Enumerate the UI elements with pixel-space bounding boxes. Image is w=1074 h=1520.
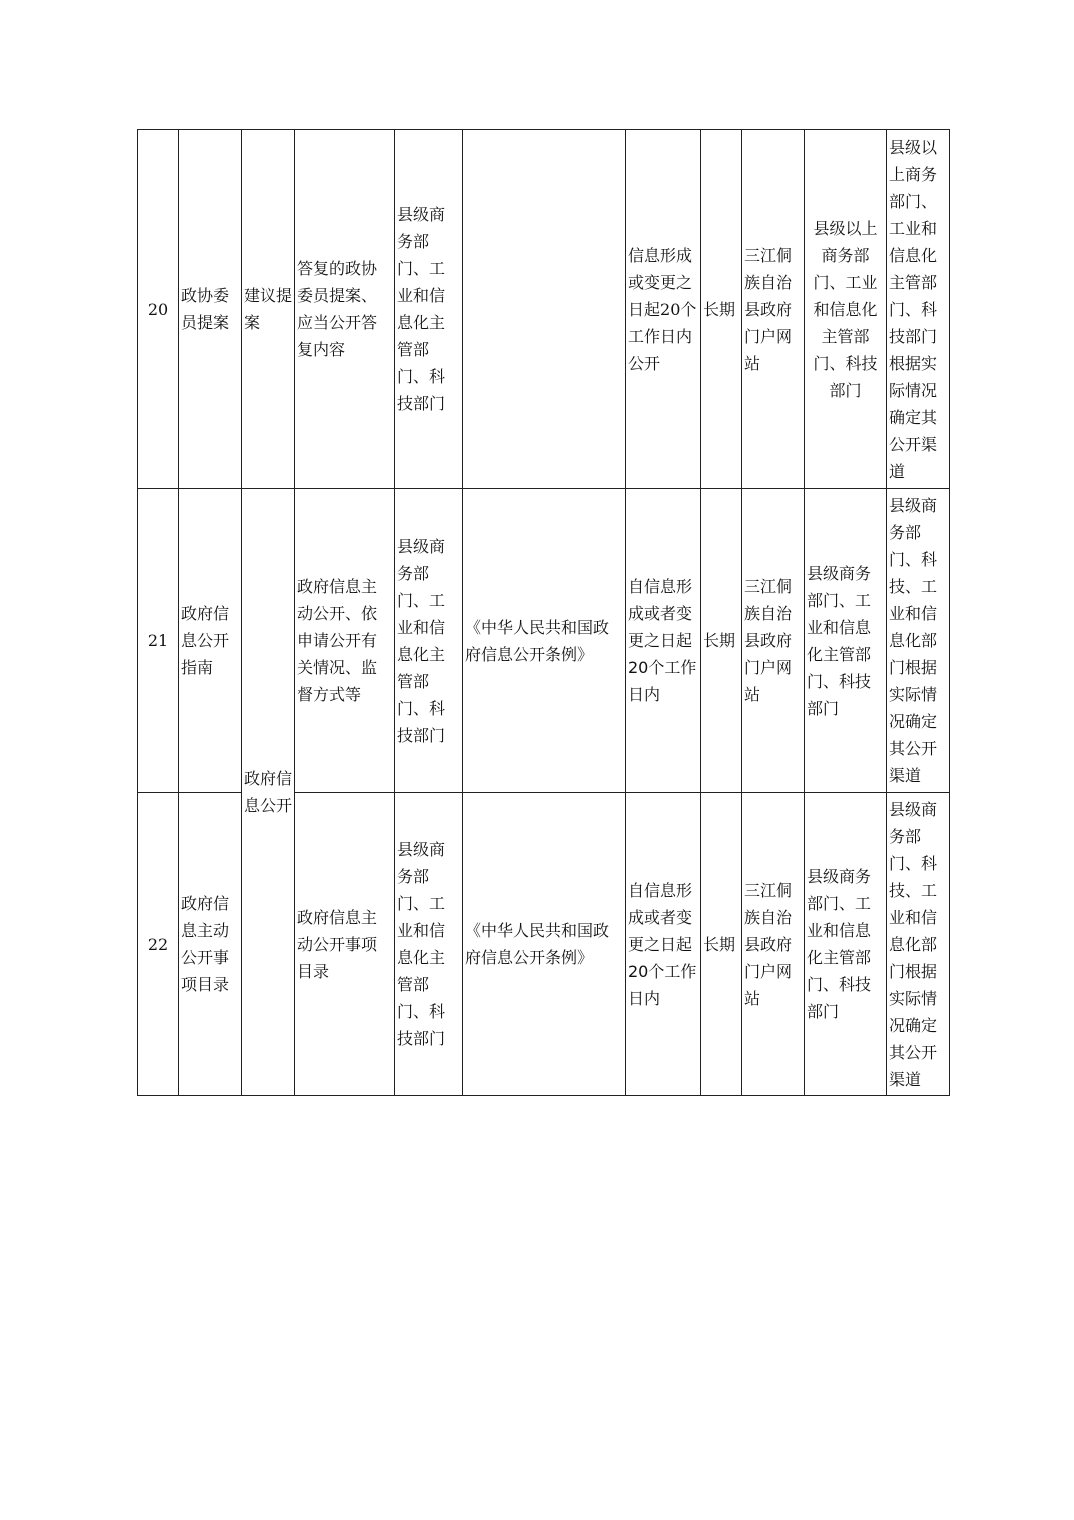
item-time-limit: 信息形成或变更之日起20个工作日内公开: [626, 130, 701, 489]
table-row: [138, 130, 950, 489]
merged-category: [242, 489, 295, 1096]
item-remark: 县级商务部门、科技、工业和信息化部门根据实际情况确定其公开渠道: [887, 793, 950, 1096]
item-basis: 《中华人民共和国政府信息公开条例》: [463, 489, 626, 793]
item-basis: [463, 130, 626, 489]
item-period: 长期: [701, 489, 742, 793]
row-number: 20: [138, 130, 179, 489]
item-content: 答复的政协委员提案、应当公开答复内容: [295, 130, 395, 489]
item-content: 政府信息主动公开、依申请公开有关情况、监督方式等: [295, 489, 395, 793]
item-channel: 三江侗族自治县政府门户网站: [742, 489, 805, 793]
item-responsible: 县级商务部门、工业和信息化主管部门、科技部门: [805, 793, 887, 1096]
item-basis: 《中华人民共和国政府信息公开条例》: [463, 793, 626, 1096]
item-period: 长期: [701, 793, 742, 1096]
item-time-limit: 自信息形成或者变更之日起20个工作日内: [626, 489, 701, 793]
merged-category-label: 政府信息公开: [244, 769, 293, 815]
item-category: 建议提案: [242, 130, 295, 489]
item-channel: 三江侗族自治县政府门户网站: [742, 130, 805, 489]
item-period: 长期: [701, 130, 742, 489]
item-subject: 县级商务部门、工业和信息化主管部门、科技部门: [395, 793, 463, 1096]
disclosure-table: [137, 129, 950, 1096]
item-channel: 三江侗族自治县政府门户网站: [742, 793, 805, 1096]
item-time-limit: 自信息形成或者变更之日起20个工作日内: [626, 793, 701, 1096]
item-name: 政协委员提案: [179, 130, 242, 489]
item-subject: 县级商务部门、工业和信息化主管部门、科技部门: [395, 489, 463, 793]
item-remark: 县级商务部门、科技、工业和信息化部门根据实际情况确定其公开渠道: [887, 489, 950, 793]
item-subject: 县级商务部门、工业和信息化主管部门、科技部门: [395, 130, 463, 489]
item-remark: 县级以上商务部门、工业和信息化主管部门、科技部门根据实际情况确定其公开渠道: [887, 130, 950, 489]
row-number: 21: [138, 489, 179, 793]
item-responsible: 县级以上商务部门、工业和信息化主管部门、科技部门: [805, 130, 887, 489]
item-name: 政府信息公开指南: [179, 489, 242, 793]
item-name: 政府信息主动公开事项目录: [179, 793, 242, 1096]
item-content: 政府信息主动公开事项目录: [295, 793, 395, 1096]
table-row: [138, 489, 950, 793]
row-number: 22: [138, 793, 179, 1096]
item-responsible: 县级商务部门、工业和信息化主管部门、科技部门: [805, 489, 887, 793]
